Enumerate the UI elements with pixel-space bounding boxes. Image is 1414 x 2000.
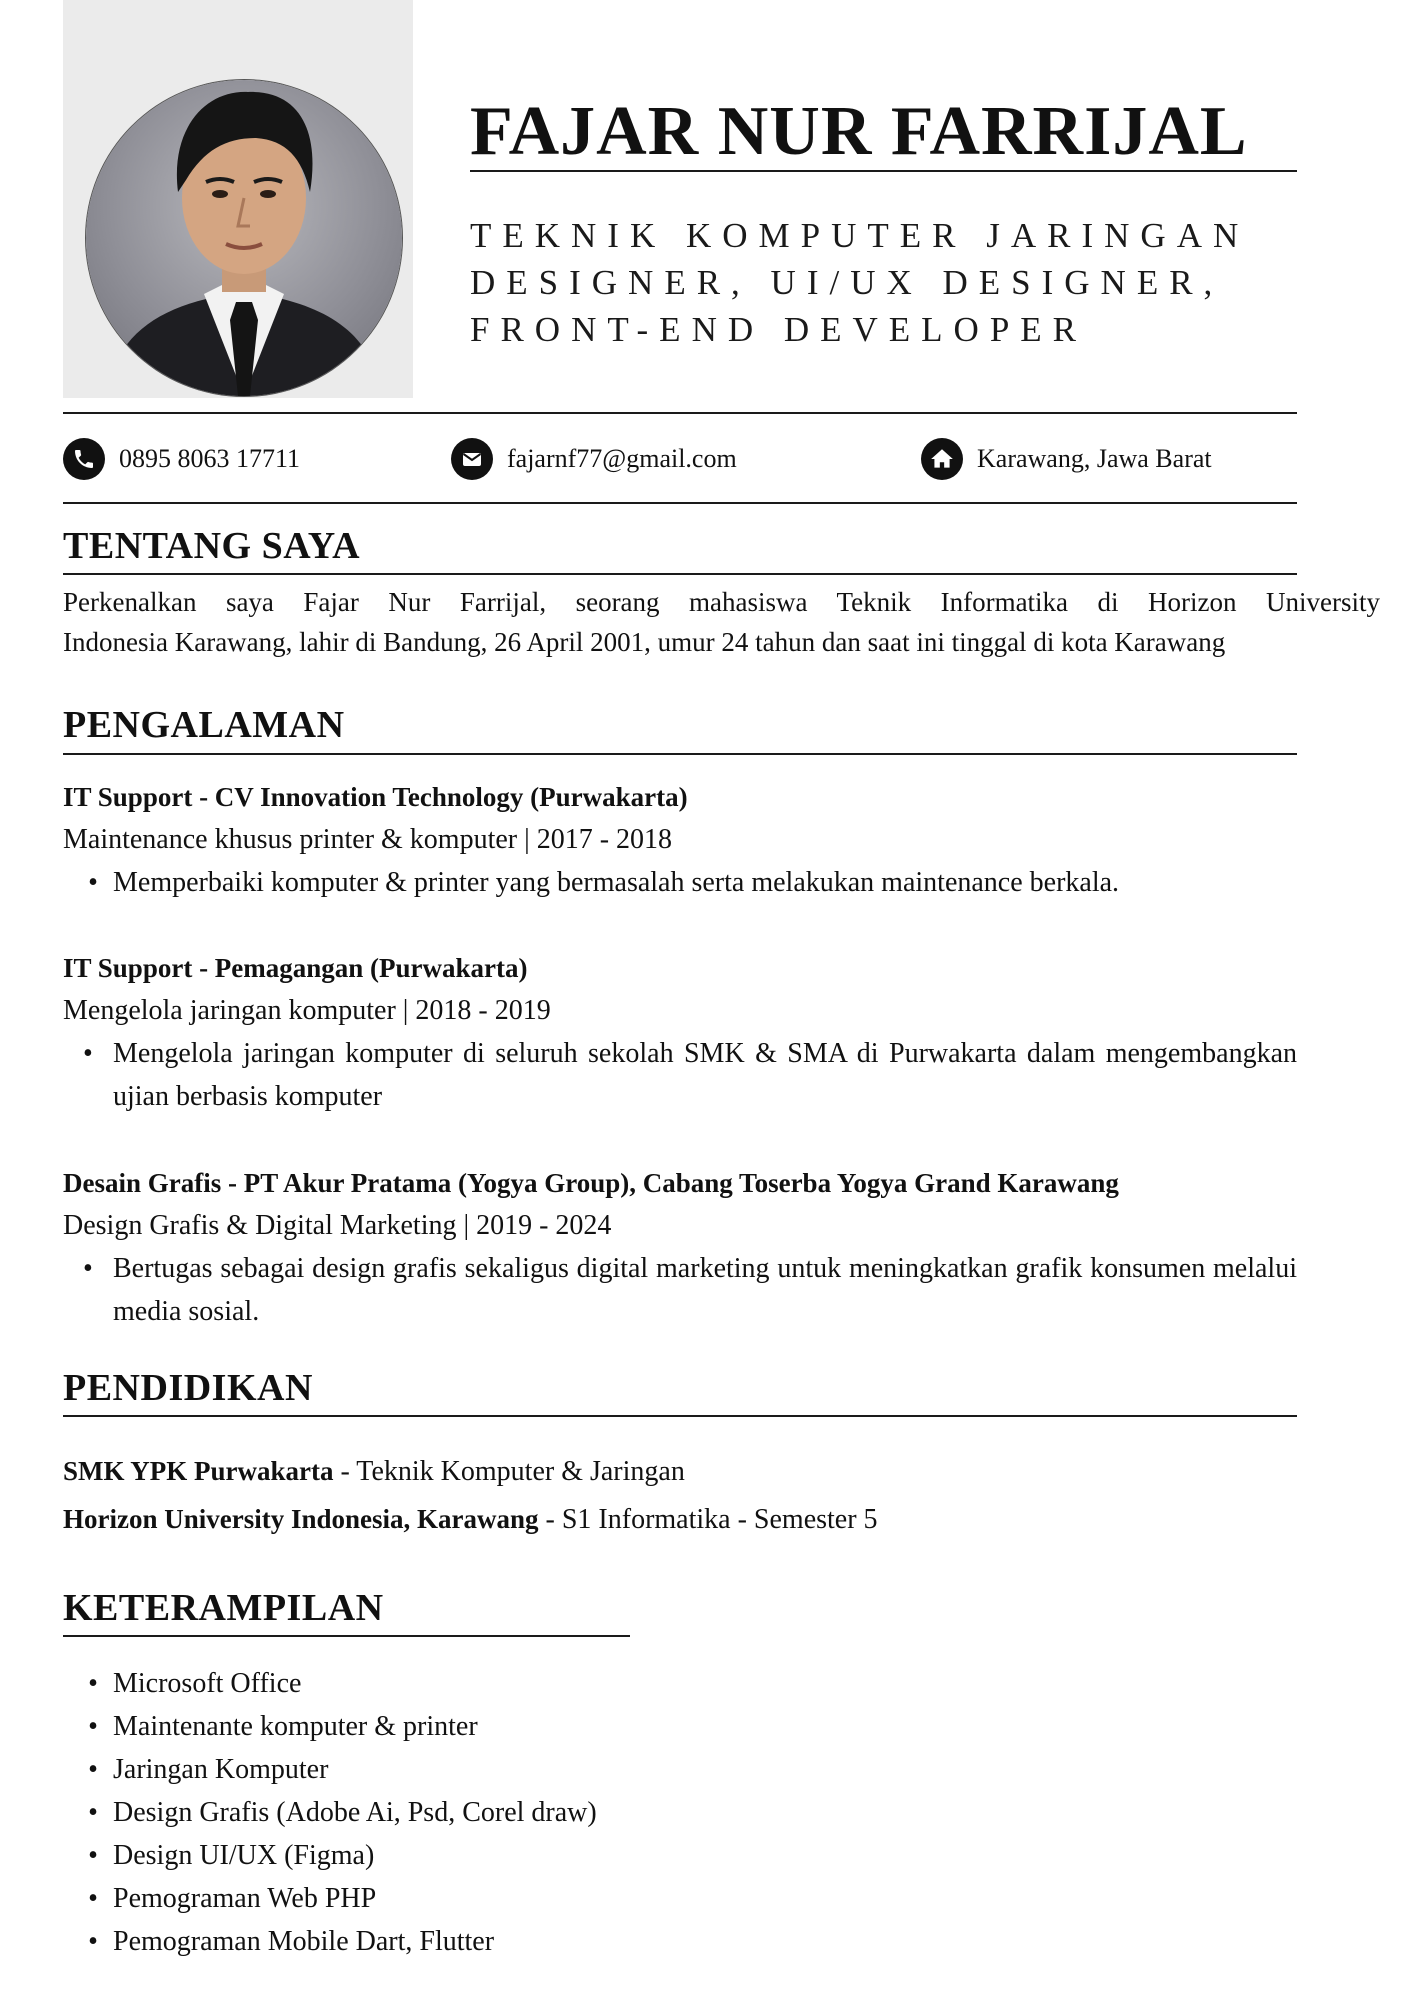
name-underline bbox=[470, 170, 1297, 172]
skill-label: Pemograman Web PHP bbox=[113, 1883, 377, 1914]
bullet-dot: • bbox=[88, 867, 98, 898]
skill-item bbox=[88, 1791, 597, 1834]
section-divider bbox=[63, 753, 1297, 755]
skill-label: Maintenante komputer & printer bbox=[113, 1711, 478, 1742]
skill-item bbox=[88, 1920, 597, 1963]
school-program: - Teknik Komputer & Jaringan bbox=[333, 1456, 685, 1487]
job-bullet-text: Memperbaiki komputer & printer yang bermasalah serta melakukan maintenance berkala. bbox=[113, 867, 1120, 898]
skill-item bbox=[88, 1877, 597, 1920]
phone-number: 0895 8063 17711 bbox=[119, 444, 301, 473]
bullet-dot: • bbox=[88, 1668, 98, 1699]
about-line: Perkenalkan saya Fajar Nur Farrijal, seorang mahasiswa Teknik Informatika di Horizon University bbox=[63, 587, 1380, 617]
contact-phone bbox=[63, 437, 300, 481]
profile-photo bbox=[63, 0, 413, 398]
job-role: IT Support - CV Innovation Technology (Purwakarta) bbox=[63, 782, 688, 812]
full-name: FAJAR NUR FARRIJAL bbox=[470, 93, 1248, 170]
skills-list bbox=[88, 1662, 597, 1963]
email-address: fajarnf77@gmail.com bbox=[507, 444, 737, 473]
job-title-line: FRONT-END DEVELOPER bbox=[470, 310, 1088, 349]
skill-label: Design UI/UX (Figma) bbox=[113, 1840, 375, 1871]
list-item bbox=[88, 861, 1297, 904]
mail-icon bbox=[451, 438, 493, 480]
school-program: - S1 Informatika - Semester 5 bbox=[538, 1504, 878, 1535]
job-detail: Maintenance khusus printer & komputer | 2017 - 2018 bbox=[63, 824, 673, 855]
avatar bbox=[86, 80, 402, 396]
bullet-dot: • bbox=[83, 1253, 93, 1284]
skill-label: Pemograman Mobile Dart, Flutter bbox=[113, 1926, 495, 1957]
bullet-dot: • bbox=[88, 1883, 98, 1914]
school-name: Horizon University Indonesia, Karawang bbox=[63, 1504, 539, 1534]
skill-item bbox=[88, 1705, 597, 1748]
contact-address bbox=[921, 437, 1212, 481]
job-bullet-text: Bertugas sebagai design grafis sekaligus digital marketing untuk meningkatkan grafik konsumen melalui media sosial. bbox=[113, 1253, 1297, 1327]
person-portrait-illustration bbox=[86, 80, 402, 396]
contact-top-divider bbox=[63, 412, 1297, 414]
skill-item bbox=[88, 1662, 597, 1705]
bullet-dot: • bbox=[88, 1926, 98, 1957]
bullet-dot: • bbox=[88, 1797, 98, 1828]
bullet-dot: • bbox=[88, 1711, 98, 1742]
school-name: SMK YPK Purwakarta bbox=[63, 1456, 334, 1486]
job-bullet-text: Mengelola jaringan komputer di seluruh sekolah SMK & SMA di Purwakarta dalam mengembangkan ujian berbasis komputer bbox=[113, 1038, 1297, 1112]
job-detail: Design Grafis & Digital Marketing | 2019 - 2024 bbox=[63, 1210, 612, 1241]
section-divider bbox=[63, 1635, 630, 1637]
home-icon bbox=[921, 438, 963, 480]
skill-item bbox=[88, 1834, 597, 1877]
about-line: Indonesia Karawang, lahir di Bandung, 26 April 2001, umur 24 tahun dan saat ini tinggal di kota Karawang bbox=[63, 627, 1226, 657]
bullet-dot: • bbox=[88, 1754, 98, 1785]
about-text bbox=[63, 582, 1380, 662]
job-role: Desain Grafis - PT Akur Pratama (Yogya Group), Cabang Toserba Yogya Grand Karawang bbox=[63, 1168, 1119, 1198]
education-entry bbox=[63, 1499, 878, 1540]
job-title-line: DESIGNER, UI/UX DESIGNER, bbox=[470, 263, 1224, 302]
education-entry bbox=[63, 1451, 685, 1492]
job-title bbox=[470, 212, 1250, 353]
address: Karawang, Jawa Barat bbox=[977, 444, 1212, 473]
contact-bottom-divider bbox=[63, 502, 1297, 504]
skill-label: Jaringan Komputer bbox=[113, 1754, 329, 1785]
section-title-about: TENTANG SAYA bbox=[63, 525, 361, 567]
bullet-dot: • bbox=[88, 1840, 98, 1871]
job-detail: Mengelola jaringan komputer | 2018 - 2019 bbox=[63, 995, 551, 1026]
list-item bbox=[83, 1032, 1297, 1118]
section-divider bbox=[63, 573, 1297, 575]
section-title-skills: KETERAMPILAN bbox=[63, 1587, 384, 1629]
phone-icon bbox=[63, 438, 105, 480]
contact-email bbox=[451, 437, 737, 481]
skill-item bbox=[88, 1748, 597, 1791]
section-divider bbox=[63, 1415, 1297, 1417]
bullet-dot: • bbox=[83, 1038, 93, 1069]
list-item bbox=[83, 1247, 1297, 1333]
section-title-experience: PENGALAMAN bbox=[63, 704, 345, 746]
section-title-education: PENDIDIKAN bbox=[63, 1367, 313, 1409]
job-role: IT Support - Pemagangan (Purwakarta) bbox=[63, 953, 528, 983]
job-title-line: TEKNIK KOMPUTER JARINGAN bbox=[470, 216, 1250, 255]
skill-label: Design Grafis (Adobe Ai, Psd, Corel draw) bbox=[113, 1797, 597, 1828]
skill-label: Microsoft Office bbox=[113, 1668, 302, 1699]
